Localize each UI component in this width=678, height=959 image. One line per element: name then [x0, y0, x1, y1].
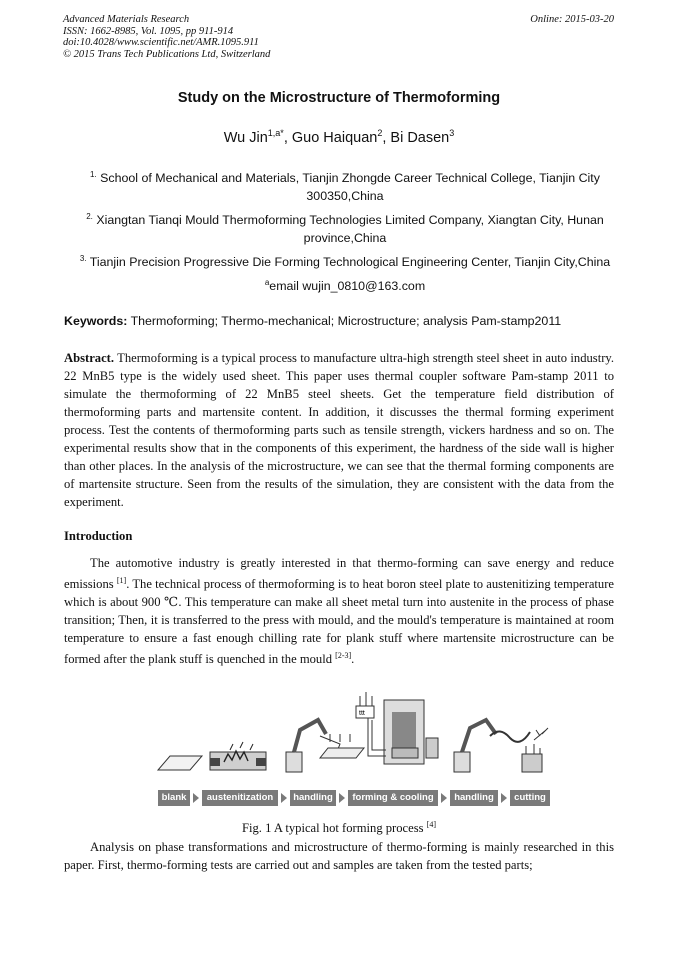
affiliation-text: Xiangtan Tianqi Mould Thermoforming Technologies Limited Company, Xiangtan City, Hunan province,China	[96, 213, 604, 246]
stage-arrow	[193, 793, 199, 803]
abstract	[64, 349, 614, 511]
author-list: Wu Jin$^{1,a*}$, Guo Haiquan$^2$, Bi Dasen$^3$	[223, 128, 455, 146]
author-name: Wu Jin	[223, 129, 268, 146]
paper-title: Study on the Microstructure of Thermoforming	[177, 90, 501, 106]
email-sup: a	[264, 278, 270, 287]
abstract-text: Thermoforming is a typical process to manufacture ultra-high strength steel sheet in auto industry. 22 MnB5 type is the widely used sheet. This paper uses thermal coupler software Pam-stamp 2011 to simulate the thermoforming of 22 MnB5 steel sheets. Get the temperature field distribution of thermoforming parts and martensite content. In addition, it discusses the thermal forming experiment process. Test the contents of thermoforming parts such as tensile strength, vickers hardness and so on. The experimental results show that in the components of this experiment, the hardness of the side wall is higher than other places. In the analysis of the microstructure, we can see that the thermal forming components are of martensite structure. Seen from the results of the simulation, they are consistent with the data from the experiment.	[64, 351, 615, 509]
affiliation-3	[60, 250, 630, 271]
author-sup: 1,a*	[267, 128, 284, 138]
hot-forming-process-figure	[150, 690, 560, 812]
citation-ref: [1]	[116, 576, 127, 585]
intro-text-b: . The technical process of thermoforming is to heat boron steel plate to austenitizing temperature which is about 900 ℃. This temperature can make all sheet metal turn into austenite in the process of phase transition; Then, it is transferred to the press with mould, and the mould's temperature is maintained at room temperature to ensure a fast enough chilling rate for plank stuff where martensite microstructure can be formed after the plank stuff is quenched in the mould	[64, 577, 614, 667]
email-text: email wujin_0810@163.com	[269, 279, 426, 294]
intro-text-a: The automotive industry is greatly interested in that thermo-forming can save energy and reduce emissions	[64, 556, 614, 592]
doi-line: doi:10.4028/www.scientific.net/AMR.1095.911	[63, 37, 259, 48]
furnace-shape	[210, 742, 266, 770]
affiliation-1	[80, 166, 610, 205]
stage-arrow	[501, 793, 507, 803]
email-line	[80, 274, 610, 295]
stage-arrow	[441, 793, 447, 803]
cutting-tool-shape	[522, 728, 548, 772]
blank-sheet-shape	[158, 756, 202, 770]
issn-line: ISSN: 1662-8985, Vol. 1095, pp 911-914	[63, 25, 234, 37]
process-illustration	[150, 690, 560, 786]
keywords-text: Thermoforming; Thermo-mechanical; Microstructure; analysis Pam-stamp2011	[130, 314, 562, 328]
author-name: Guo Haiquan	[291, 129, 378, 146]
affiliation-number: 2.	[86, 212, 93, 221]
stage-arrow	[339, 793, 345, 803]
stage-blank: blank	[158, 790, 190, 806]
affiliation-number: 3.	[79, 254, 87, 263]
journal-name: Advanced Materials Research	[63, 14, 190, 25]
analysis-paragraph: Analysis on phase transformations and microstructure of thermo-forming is mainly researched in this paper. First, thermo-forming tests are carried out and samples are taken from the tested parts;	[64, 840, 614, 872]
caption-ref: [4]	[426, 820, 437, 829]
citation-ref: [2-3]	[335, 651, 352, 661]
author-name: Bi Dasen	[390, 129, 450, 146]
press-label: ttt	[359, 710, 365, 717]
robot-arm-shape	[454, 720, 530, 772]
journal-header	[63, 14, 270, 60]
affiliation-text: School of Mechanical and Materials, Tianjin Zhongde Career Technical College, Tianjin City 300350,China	[100, 171, 600, 204]
stage-arrow	[281, 793, 287, 803]
author-sup: 3	[449, 128, 455, 138]
stage-austenitization: austenitization	[202, 790, 278, 806]
keywords	[64, 314, 561, 328]
caption-text: Fig. 1 A typical hot forming process	[241, 821, 427, 836]
robot-arm-shape	[286, 720, 364, 772]
author-sup: 2	[377, 128, 383, 138]
affiliation-text: Tianjin Precision Progressive Die Forming Technological Engineering Center, Tianjin City,China	[89, 255, 611, 270]
online-date: Online: 2015-03-20	[530, 14, 614, 25]
abstract-label: Abstract.	[64, 351, 115, 365]
keywords-label: Keywords:	[64, 314, 128, 328]
introduction-paragraph	[64, 554, 614, 668]
intro-text-c: .	[351, 652, 355, 667]
affiliation-number: 1.	[90, 170, 97, 179]
stage-forming-cooling: forming & cooling	[348, 790, 438, 806]
press-machine-shape	[356, 692, 438, 764]
affiliation-2	[80, 208, 610, 247]
introduction-heading: Introduction	[64, 529, 133, 543]
stage-handling: handling	[290, 790, 336, 806]
stage-handling-2: handling	[450, 790, 498, 806]
figure-caption	[0, 820, 678, 836]
stage-cutting: cutting	[510, 790, 550, 806]
copyright-line: © 2015 Trans Tech Publications Ltd, Switzerland	[63, 48, 271, 60]
